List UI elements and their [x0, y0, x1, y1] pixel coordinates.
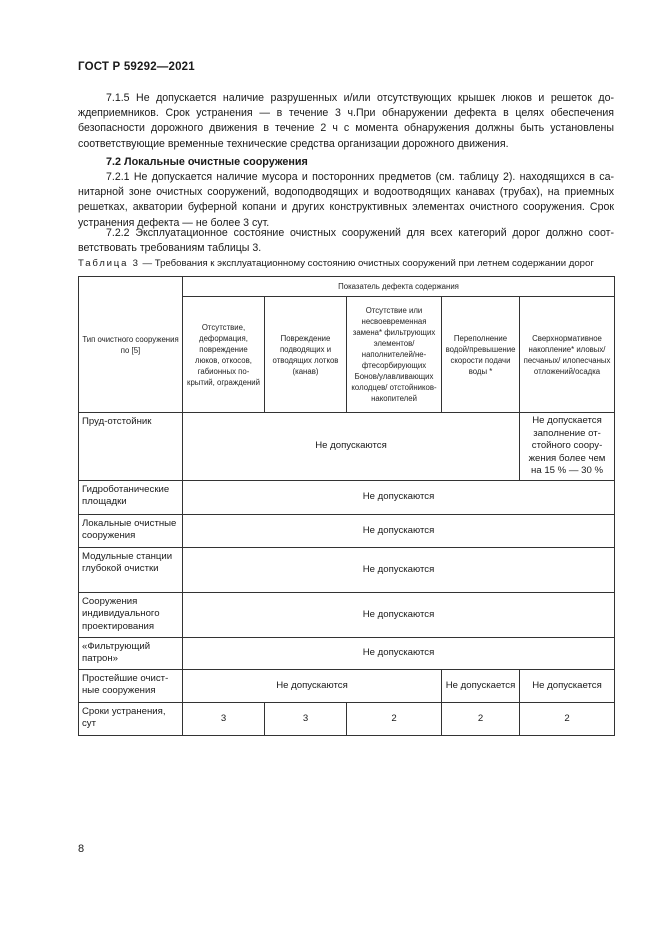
row-label: Пруд-отстойник — [79, 413, 183, 481]
requirements-table — [78, 276, 615, 736]
row-label: Сооружения индивидуального проектирования — [79, 593, 183, 638]
table-cell: 2 — [347, 703, 442, 736]
table-cell: 3 — [183, 703, 265, 736]
col-header-type: Тип очистного сооружения по [5] — [79, 277, 183, 413]
merged-cell: Не допускаются — [183, 670, 442, 703]
page-number: 8 — [78, 843, 85, 855]
row-label: Модульные станции глубокой очистки — [79, 548, 183, 593]
table-row — [79, 670, 615, 703]
row-label: «Фильтрующий патрон» — [79, 638, 183, 670]
table-row — [79, 515, 615, 548]
table-row — [79, 638, 615, 670]
table-caption-label: Таблица 3 — [78, 258, 140, 269]
merged-cell: Не допускаются — [183, 515, 615, 548]
table-row — [79, 593, 615, 638]
group-header: Показатель дефекта содержания — [183, 277, 615, 297]
row-label: Простейшие очистные сооружения — [79, 670, 183, 703]
merged-cell: Не допускаются — [183, 548, 615, 593]
section-title: 7.2 Локальные очистные сооружения — [106, 156, 308, 168]
table-cell: Не допускается — [442, 670, 520, 703]
col-header-2: Повреждение подводящих и отводящих лотков (канав) — [265, 297, 347, 413]
table-row — [79, 481, 615, 515]
table-cell: Не допускается — [520, 670, 615, 703]
table-cell: 3 — [265, 703, 347, 736]
merged-cell: Не допускаются — [183, 413, 520, 481]
row-label: Гидроботанические площадки — [79, 481, 183, 515]
table-caption-text: — Требования к эксплуатационному состоянию очистных сооружений при летнем содержании дорог — [139, 258, 594, 269]
table-row — [79, 703, 615, 736]
paragraph-7-2-1: 7.2.1 Не допускается наличие мусора и посторонних предметов (см. таблицу 2). находящихся в санитарной зоне очистных сооружений, водоподводящих и водоотводящих канавах (трубах), на приемных решетках, акватории буферной копани и других конструктивных элементах очистного сооружения. Срок устранения дефекта — не более 3 сут. — [78, 171, 614, 229]
table-row — [79, 413, 615, 481]
table-row — [79, 548, 615, 593]
merged-cell: Не допускаются — [183, 593, 615, 638]
row-label: Локальные очистные сооружения — [79, 515, 183, 548]
paragraph-7-2-2: 7.2.2 Эксплуатационное состояние очистных сооружений для всех категорий дорог должно соответствовать требованиям таблицы 3. — [78, 227, 614, 255]
table-cell: Не допускается заполнение отстойного сооружения более чем на 15 % — 30 % — [520, 413, 615, 481]
merged-cell: Не допускаются — [183, 481, 615, 515]
col-header-4: Переполнение водой/превышение скорости подачи воды * — [442, 297, 520, 413]
row-label: Сроки устранения, сут — [79, 703, 183, 736]
col-header-5: Сверхнормативное накопление* иловых/песчаных/ илопесчаных отложений/осадка — [520, 297, 615, 413]
merged-cell: Не допускаются — [183, 638, 615, 670]
col-header-3: Отсутствие или несвоевременная замена* фильтрующих элементов/ наполнителей/нефтесорбирующих Бонов/улавливающих колодцев/ отстойников-накопителей — [347, 297, 442, 413]
table-cell: 2 — [442, 703, 520, 736]
col-header-1: Отсутствие, деформация, повреждение люков, откосов, габионных покрытий, ограждений — [183, 297, 265, 413]
document-header: ГОСТ Р 59292—2021 — [78, 61, 195, 73]
paragraph-7-1-5: 7.1.5 Не допускается наличие разрушенных и/или отсутствующих крышек люков и решеток дождеприемников. Срок устранения — в течение 3 ч.При обнаружении дефекта в целях обеспечения безопасности дорожного движения в течение 2 ч с момента обнаружения должны быть установлены соответствующие временные технические средства организации дорожного движения. — [78, 92, 614, 150]
table-cell: 2 — [520, 703, 615, 736]
table-caption — [78, 258, 594, 269]
